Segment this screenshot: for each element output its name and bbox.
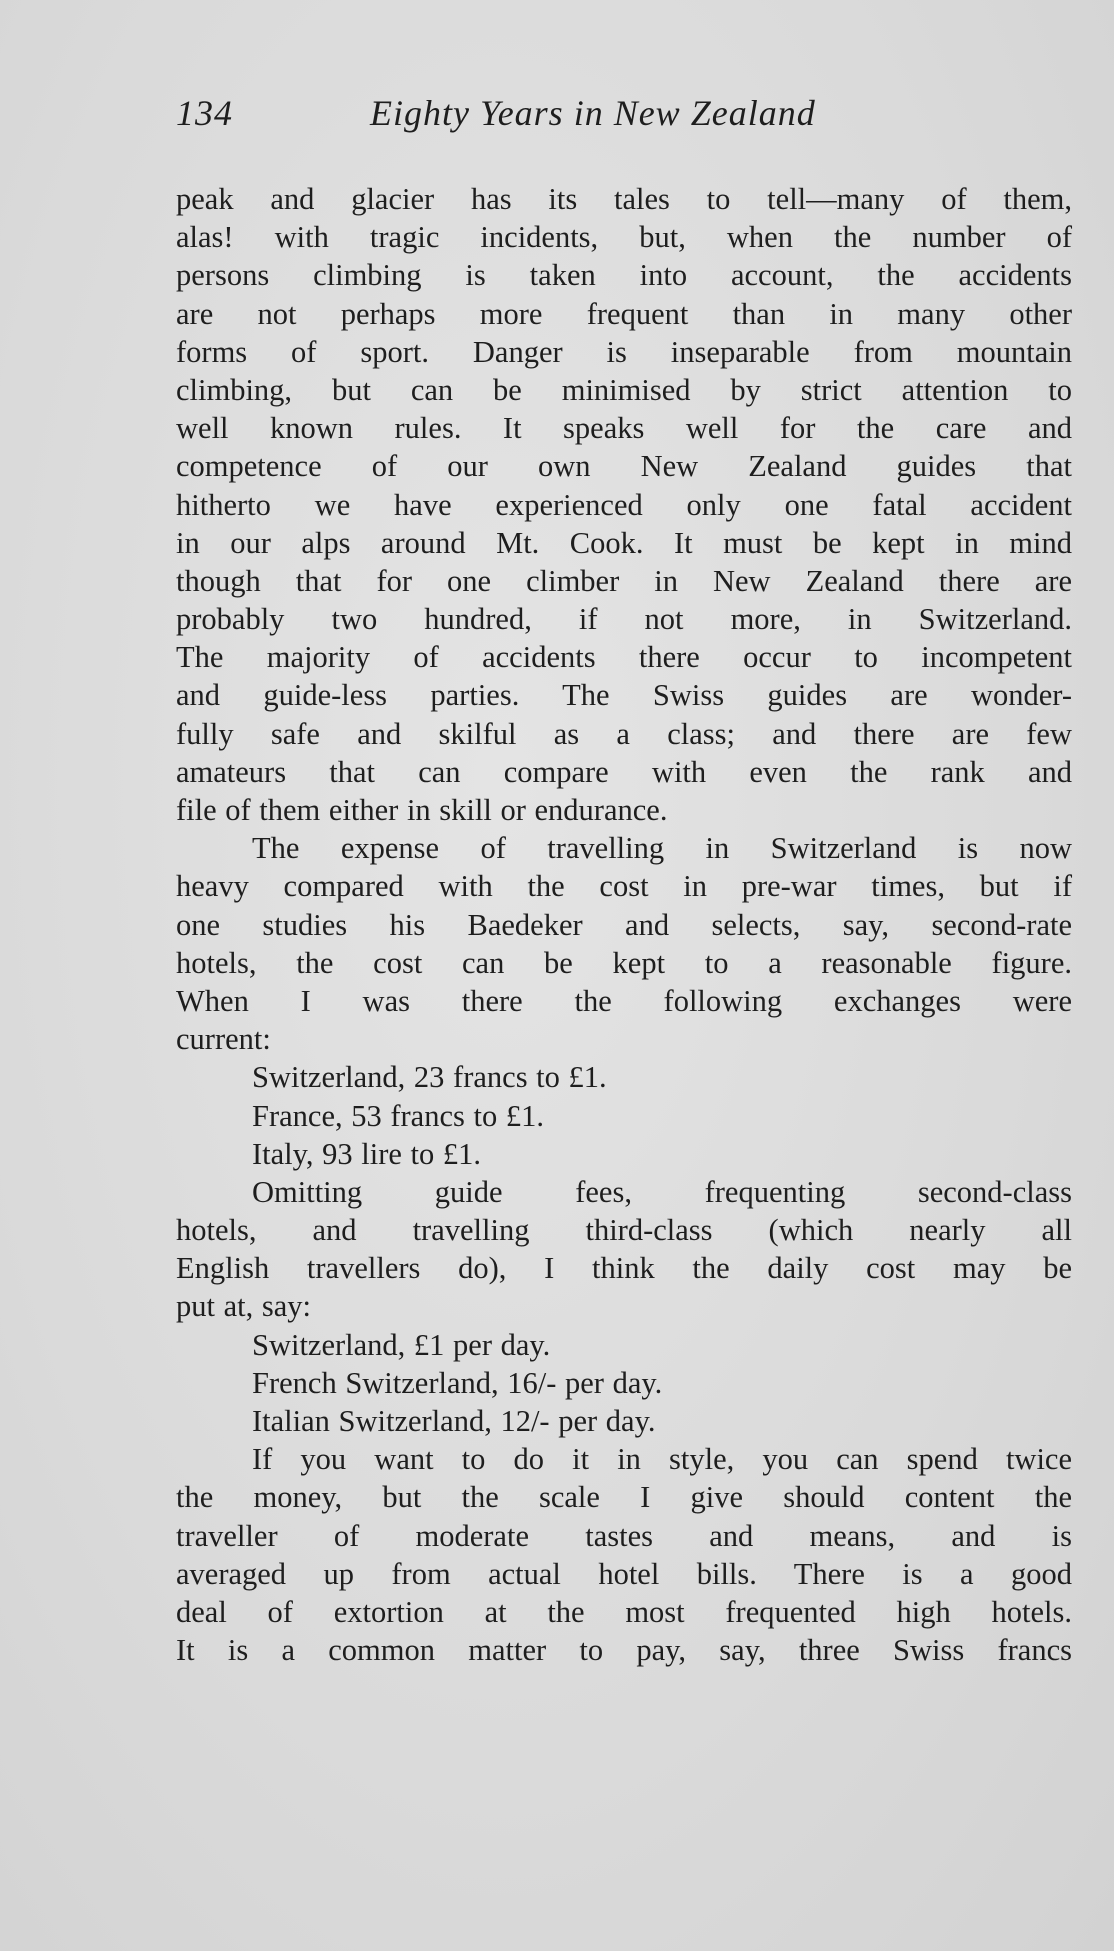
text-line: amateurs that can compare with even the rank and [176, 754, 1072, 789]
text-line: probably two hundred, if not more, in Switzerland. [176, 602, 1072, 637]
body-text [176, 180, 1072, 1669]
text-line: are not perhaps more frequent than in many other [176, 296, 1072, 331]
text-line: Switzerland, 23 francs to £1. [252, 1060, 607, 1095]
text-line: climbing, but can be minimised by strict attention to [176, 372, 1072, 407]
page-header [176, 92, 1076, 140]
text-line: averaged up from actual hotel bills. There is a good [176, 1556, 1072, 1591]
text-line: France, 53 francs to £1. [252, 1098, 544, 1133]
text-line: traveller of moderate tastes and means, and is [176, 1518, 1072, 1553]
text-line: English travellers do), I think the daily cost may be [176, 1251, 1072, 1286]
text-line: The majority of accidents there occur to incompetent [176, 640, 1072, 675]
text-line: alas! with tragic incidents, but, when the number of [176, 220, 1072, 255]
page-number: 134 [176, 93, 233, 133]
text-line: heavy compared with the cost in pre-war times, but if [176, 869, 1072, 904]
text-line: persons climbing is taken into account, the accidents [176, 258, 1072, 293]
text-line: and guide-less parties. The Swiss guides are wonder- [176, 678, 1072, 713]
text-line: forms of sport. Danger is inseparable from mountain [176, 334, 1072, 369]
text-line: If you want to do it in style, you can spend twice [252, 1442, 1072, 1477]
text-line: When I was there the following exchanges were [176, 983, 1072, 1018]
text-line: hitherto we have experienced only one fatal accident [176, 487, 1072, 522]
text-line: the money, but the scale I give should content the [176, 1480, 1072, 1515]
text-line: The expense of travelling in Switzerland is now [252, 831, 1072, 866]
text-line: in our alps around Mt. Cook. It must be kept in mind [176, 525, 1072, 560]
text-line: Italian Switzerland, 12/- per day. [252, 1404, 656, 1438]
text-line: well known rules. It speaks well for the care and [176, 411, 1072, 446]
text-line: though that for one climber in New Zealand there are [176, 563, 1072, 598]
text-line: competence of our own New Zealand guides that [176, 449, 1072, 484]
running-title: Eighty Years in New Zealand [370, 93, 816, 133]
text-line: It is a common matter to pay, say, three Swiss francs [176, 1633, 1072, 1668]
text-line: current: [176, 1022, 271, 1057]
text-line: file of them either in skill or endurance. [176, 793, 668, 827]
text-line: hotels, the cost can be kept to a reasonable figure. [176, 945, 1072, 980]
text-line: Italy, 93 lire to £1. [252, 1136, 482, 1171]
text-line: deal of extortion at the most frequented high hotels. [176, 1594, 1072, 1629]
text-line: French Switzerland, 16/- per day. [252, 1365, 663, 1400]
text-line: one studies his Baedeker and selects, say, second-rate [176, 907, 1072, 942]
text-line: Switzerland, £1 per day. [252, 1327, 551, 1362]
text-line: fully safe and skilful as a class; and there are few [176, 716, 1072, 751]
text-line: put at, say: [176, 1289, 311, 1324]
text-line: Omitting guide fees, frequenting second-class [252, 1174, 1072, 1209]
text-line: peak and glacier has its tales to tell—many of them, [176, 182, 1072, 216]
text-line: hotels, and travelling third-class (which nearly all [176, 1213, 1072, 1248]
